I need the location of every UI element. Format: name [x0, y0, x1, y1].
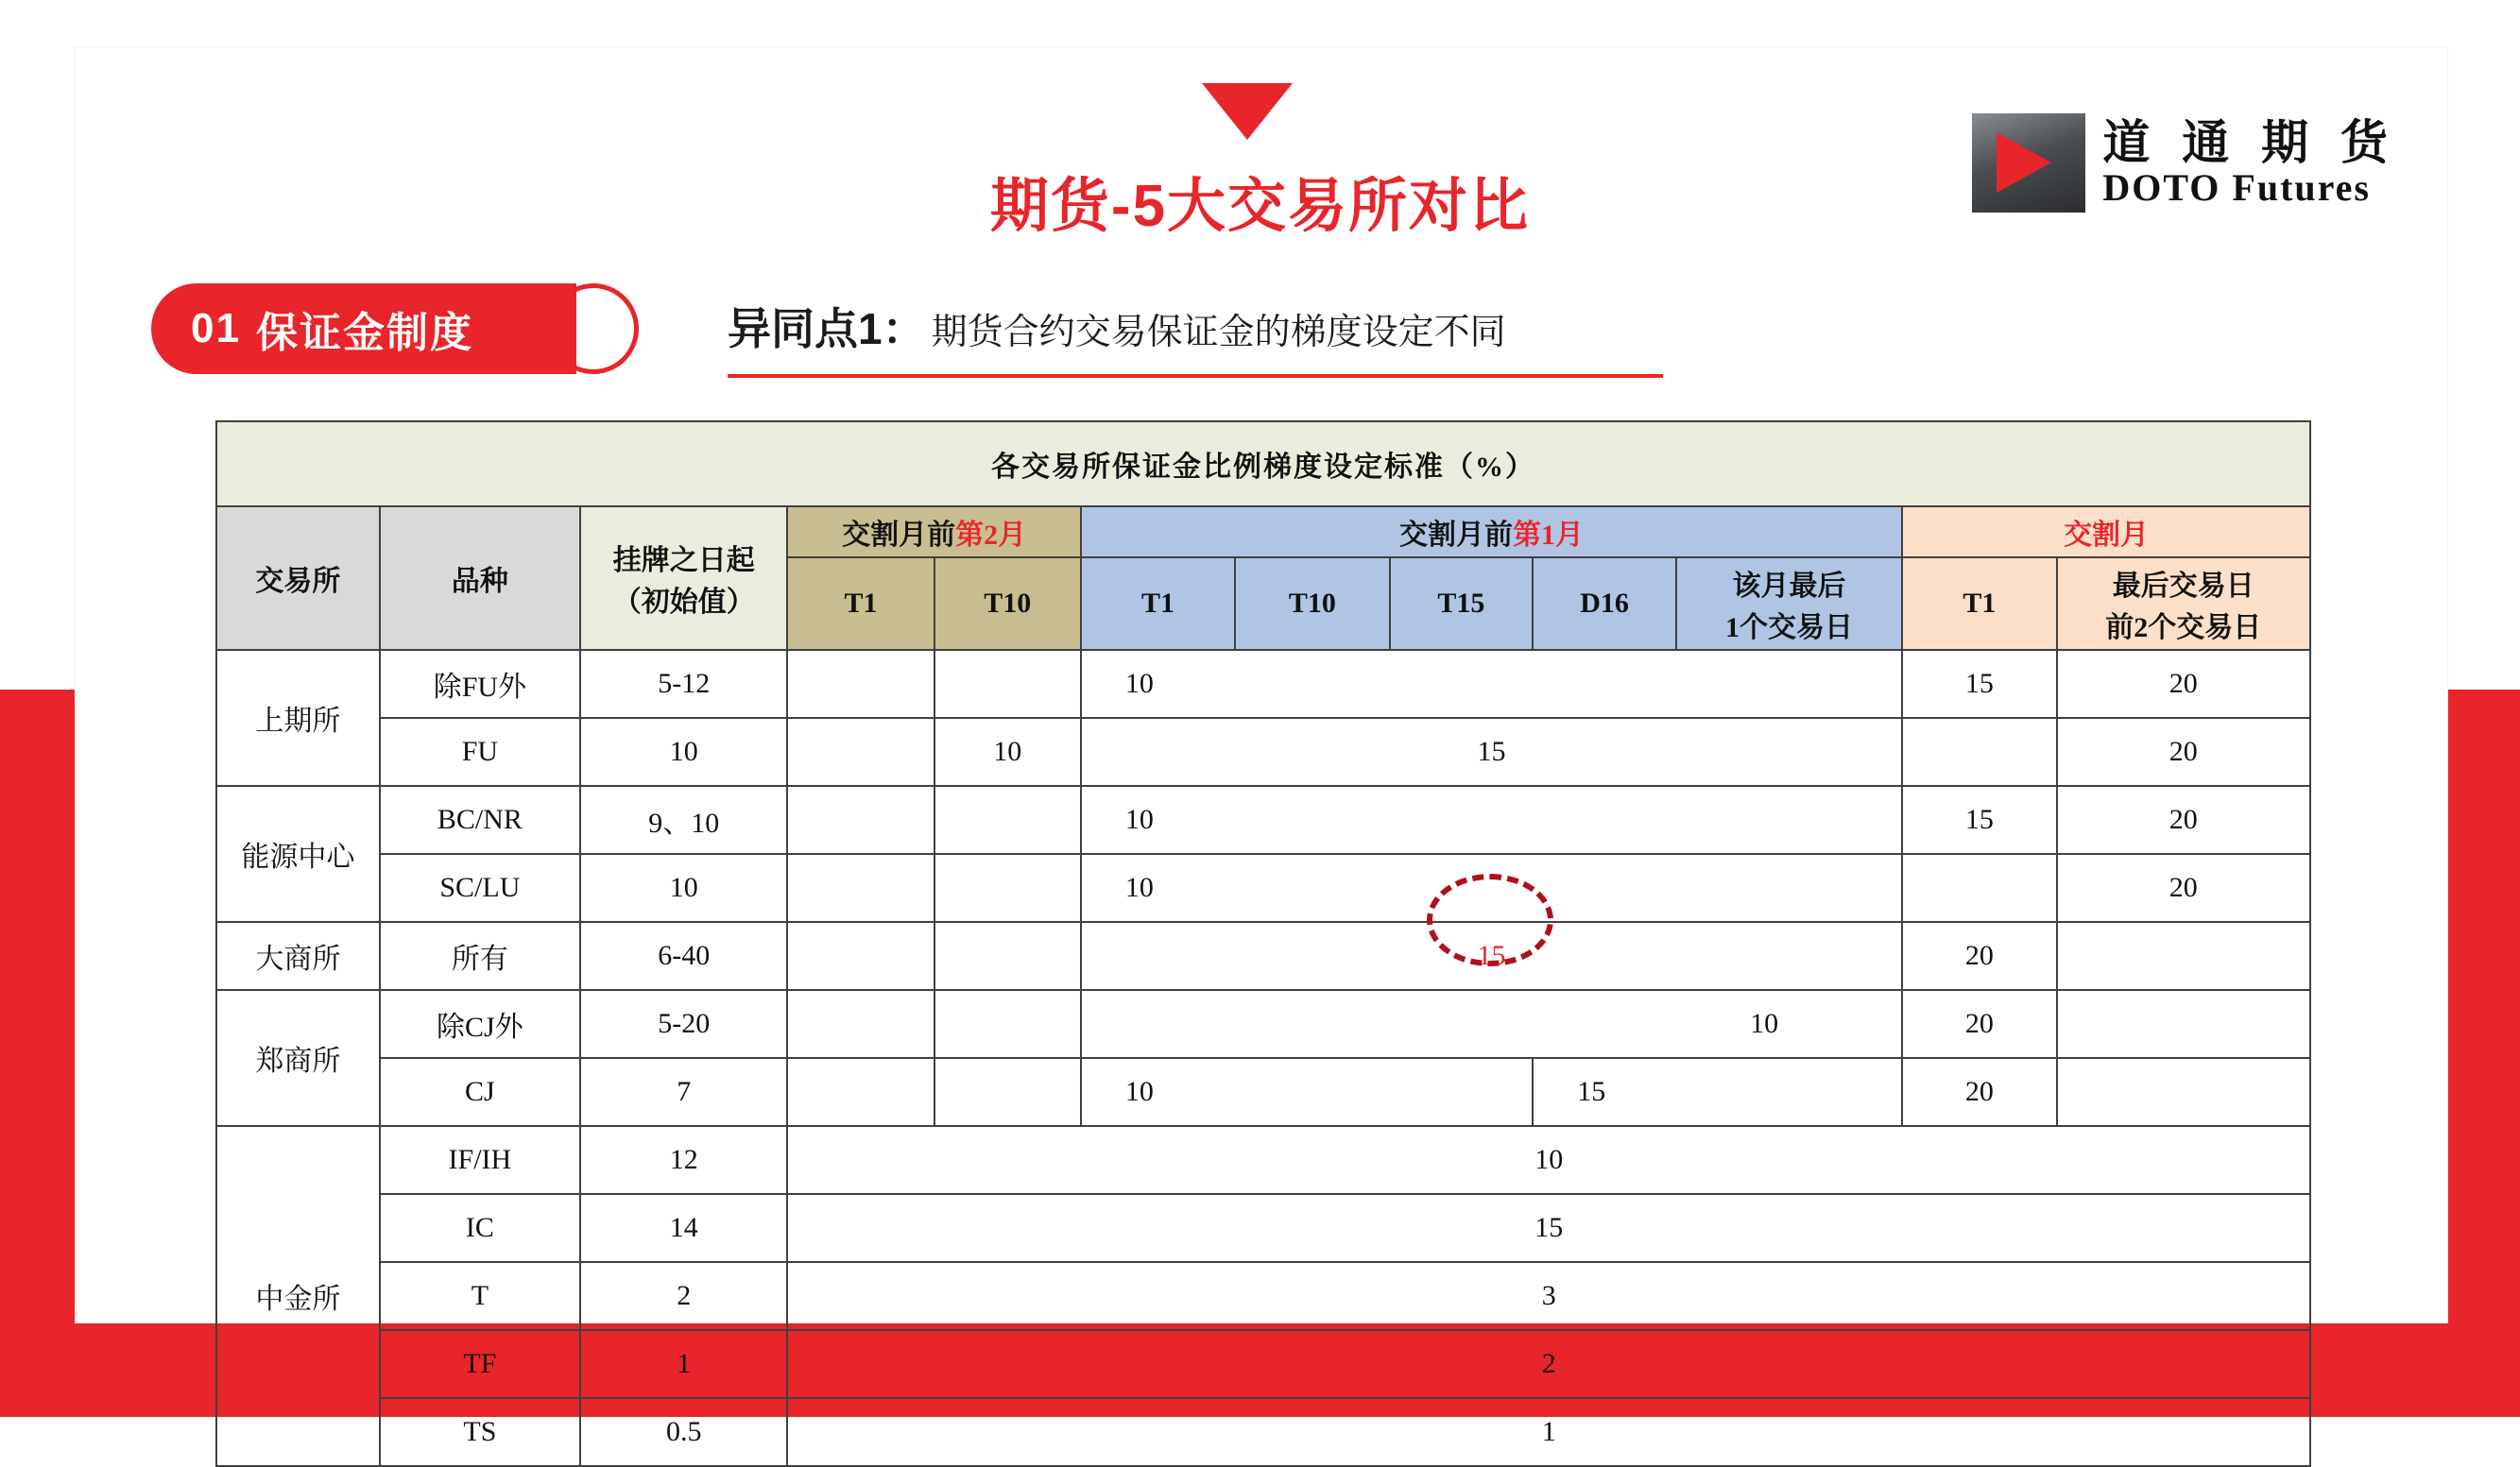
- row-listing: 12: [580, 1126, 787, 1194]
- group-header-month1-red: 第1月: [1512, 520, 1584, 551]
- section-number: 01: [191, 305, 241, 351]
- cell-m2-t10: [934, 922, 1081, 990]
- col-header-m2-t1: T1: [787, 557, 934, 650]
- row-variety: TS: [380, 1398, 580, 1466]
- row-listing: 10: [580, 718, 787, 786]
- cell-m1-span: 10: [1081, 650, 1902, 718]
- col-header-m1-t10: T10: [1235, 557, 1389, 650]
- cell-merged-value: 1: [787, 1398, 2310, 1466]
- table-row: [216, 1262, 2310, 1330]
- cell-m1-span: 10: [1081, 786, 1902, 854]
- row-listing: 7: [580, 1058, 787, 1126]
- row-variety: CJ: [380, 1058, 580, 1126]
- cell-merged-value: 3: [787, 1262, 2310, 1330]
- row-listing: 1: [580, 1330, 787, 1398]
- col-header-m1-last-line1: 该月最后: [1732, 571, 1846, 602]
- cell-dm-last: 20: [2057, 650, 2311, 718]
- cell-m2-t10: [934, 786, 1081, 854]
- col-header-m1-last: [1676, 557, 1902, 650]
- table-row: [216, 922, 2310, 990]
- table-row: [216, 1194, 2310, 1262]
- subtitle-lead: 异同点1：: [728, 304, 926, 353]
- cell-m1-span: 10: [1081, 990, 1902, 1058]
- col-header-dm-last-line1: 最后交易日: [2112, 571, 2254, 602]
- cell-dm-t1: 20: [1902, 990, 2056, 1058]
- row-variety: SC/LU: [380, 854, 580, 922]
- page-title: 期货-5大交易所对比: [989, 174, 1531, 239]
- table-row: [216, 718, 2310, 786]
- logo-text-en: DOTO Futures: [2102, 165, 2371, 209]
- col-header-dm-last-line2: 前2个交易日: [2105, 612, 2262, 643]
- row-variety: TF: [380, 1330, 580, 1398]
- cell-dm-t1: 15: [1902, 786, 2056, 854]
- row-variety: IF/IH: [380, 1126, 580, 1194]
- table-title: 各交易所保证金比例梯度设定标准（%）: [216, 421, 2310, 506]
- table-row: [216, 1398, 2310, 1466]
- cell-m2-t1: [787, 650, 934, 718]
- cell-m2-t10: [934, 650, 1081, 718]
- cell-dm-last: [2057, 990, 2311, 1058]
- row-exchange: 中金所: [216, 1126, 380, 1466]
- margin-table-wrap: [215, 420, 2311, 1467]
- cell-m1-span: 10: [1081, 854, 1902, 922]
- table-row: [216, 650, 2310, 718]
- col-header-m1-last-line2: 1个交易日: [1725, 612, 1854, 643]
- row-exchange: 上期所: [216, 650, 380, 786]
- row-exchange: 郑商所: [216, 990, 380, 1126]
- logo-mark-icon: [1972, 113, 2085, 213]
- subtitle-rest: 期货合约交易保证金的梯度设定不同: [931, 313, 1506, 352]
- cell-m2-t10: [934, 1058, 1081, 1126]
- row-listing: 5-12: [580, 650, 787, 718]
- row-variety: 除FU外: [380, 650, 580, 718]
- cell-dm-last: 20: [2057, 718, 2311, 786]
- cell-m2-t1: [787, 718, 934, 786]
- col-header-listing-line1: 挂牌之日起: [612, 545, 755, 576]
- cell-m2-t1: [787, 922, 934, 990]
- cell-merged-value: 15: [787, 1194, 2310, 1262]
- row-variety: BC/NR: [380, 786, 580, 854]
- section-badge: [151, 283, 643, 374]
- logo: [1972, 113, 2397, 213]
- group-header-month2-pre: 交割月前: [842, 520, 956, 551]
- row-listing: 14: [580, 1194, 787, 1262]
- col-header-dm-last: [2057, 557, 2311, 650]
- cell-dm-t1: 20: [1902, 922, 2056, 990]
- table-row: [216, 1330, 2310, 1398]
- table-row: [216, 990, 2310, 1058]
- row-variety: FU: [380, 718, 580, 786]
- col-header-m1-t15: T15: [1390, 557, 1534, 650]
- cell-m2-t1: [787, 990, 934, 1058]
- row-listing: 2: [580, 1262, 787, 1330]
- table-row: [216, 786, 2310, 854]
- section-badge-pill: [151, 283, 576, 374]
- group-header-month2-red: 第2月: [955, 520, 1027, 551]
- col-header-listing-line2: （初始值）: [612, 587, 755, 618]
- cell-dm-last: 20: [2057, 786, 2311, 854]
- row-listing: 10: [580, 854, 787, 922]
- group-header-month2: [787, 506, 1080, 557]
- table-row: [216, 1126, 2310, 1194]
- row-listing: 6-40: [580, 922, 787, 990]
- row-listing: 9、10: [580, 786, 787, 854]
- col-header-exchange: 交易所: [216, 506, 380, 650]
- cell-dm-t1: [1902, 718, 2056, 786]
- logo-text-cn: 道 通 期 货: [2102, 116, 2397, 170]
- table-row: [216, 854, 2310, 922]
- cell-dm-last: [2057, 1058, 2311, 1126]
- cell-m2-t1: [787, 1058, 934, 1126]
- margin-table: [215, 420, 2311, 1467]
- group-header-month1-pre: 交割月前: [1398, 520, 1513, 551]
- row-exchange: 大商所: [216, 922, 380, 990]
- row-variety: IC: [380, 1194, 580, 1262]
- cell-m2-t10: [934, 990, 1081, 1058]
- col-header-m1-d16: D16: [1533, 557, 1676, 650]
- cell-m2-t10: 10: [934, 718, 1081, 786]
- cell-dm-last: [2057, 922, 2311, 990]
- col-header-variety: 品种: [380, 506, 580, 650]
- cell-dm-t1: [1902, 854, 2056, 922]
- row-variety: 所有: [380, 922, 580, 990]
- cell-m2-t10: [934, 854, 1081, 922]
- col-header-m1-t1: T1: [1081, 557, 1235, 650]
- group-header-delivery: 交割月: [1902, 506, 2310, 557]
- table-row: [216, 1058, 2310, 1126]
- row-exchange: 能源中心: [216, 786, 380, 922]
- section-label: 保证金制度: [255, 310, 473, 356]
- cell-dm-last: 20: [2057, 854, 2311, 922]
- cell-m2-t1: [787, 854, 934, 922]
- subtitle: [728, 295, 1663, 378]
- row-listing: 0.5: [580, 1398, 787, 1466]
- group-header-month1: [1081, 506, 1902, 557]
- cell-m1-span-a: 10: [1081, 1058, 1533, 1126]
- cell-merged-value: 2: [787, 1330, 2310, 1398]
- row-variety: T: [380, 1262, 580, 1330]
- chevron-down-icon: [1202, 83, 1293, 140]
- cell-m1-span-highlight: 15: [1081, 922, 1902, 990]
- col-header-dm-t1: T1: [1902, 557, 2056, 650]
- cell-merged-value: 10: [787, 1126, 2310, 1194]
- row-listing: 5-20: [580, 990, 787, 1058]
- row-variety: 除CJ外: [380, 990, 580, 1058]
- cell-m1-span: 15: [1081, 718, 1902, 786]
- col-header-listing: [580, 506, 787, 650]
- cell-dm-t1: 20: [1902, 1058, 2056, 1126]
- cell-m1-span-b: 15: [1533, 1058, 1902, 1126]
- cell-m2-t1: [787, 786, 934, 854]
- cell-dm-t1: 15: [1902, 650, 2056, 718]
- col-header-m2-t10: T10: [934, 557, 1081, 650]
